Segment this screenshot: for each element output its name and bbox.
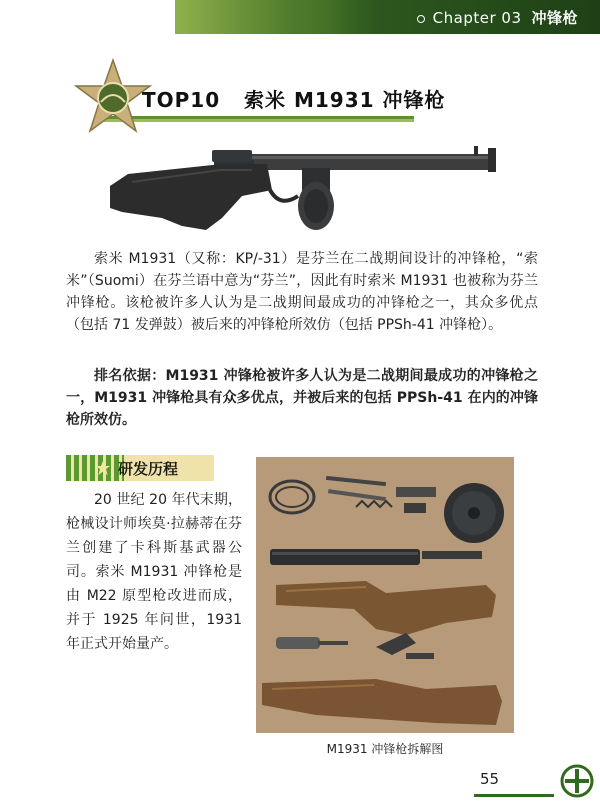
history-paragraph: 20 世纪 20 年代末期，枪械设计师埃莫·拉赫蒂在芬兰创建了卡科斯基武器公司。索米 M1931 冲锋枪是由 M22 原型枪改进而成，并于 1925 年问世，1931 年正式开始量产。: [66, 492, 242, 652]
submachine-gun-image: [102, 134, 502, 234]
title-name: 索米 M1931 冲锋枪: [244, 88, 446, 112]
footer-rule: [474, 794, 554, 797]
star-badge-icon: [74, 58, 152, 136]
figure-caption: M1931 冲锋枪拆解图: [326, 742, 444, 756]
intro-paragraph: 索米 M1931（又称：KP/-31）是芬兰在二战期间设计的冲锋枪，“索米”（Suomi）在芬兰语中意为“芬兰”，因此有时索米 M1931 也被称为芬兰冲锋枪。该枪被许多人认为是二战期间最成功的冲锋枪之一，其众多优点（包括 71 发弹鼓）被后来的冲锋枪所效仿（包括 PPSh-41 冲锋枪）。: [66, 251, 538, 333]
page-title: [142, 84, 446, 113]
section-label: 冲锋枪: [531, 9, 578, 27]
page-number: 55: [480, 770, 500, 788]
crosshair-logo-icon: [560, 764, 594, 798]
history-heading: 研发历程: [118, 460, 179, 478]
title-rank: TOP10: [142, 88, 221, 112]
disassembly-photo: [256, 457, 514, 733]
star-icon: [96, 461, 110, 475]
header-gradient: [175, 0, 375, 34]
section-stripes: [66, 455, 124, 481]
chapter-label: Chapter 03: [432, 9, 522, 27]
chapter-heading: [417, 7, 578, 28]
ranking-paragraph: 排名依据：M1931 冲锋枪被许多人认为是二战期间最成功的冲锋枪之一，M1931 冲锋枪具有众多优点，并被后来的包括 PPSh-41 在内的冲锋枪所效仿。: [66, 368, 538, 428]
bullet-icon: [417, 15, 425, 23]
